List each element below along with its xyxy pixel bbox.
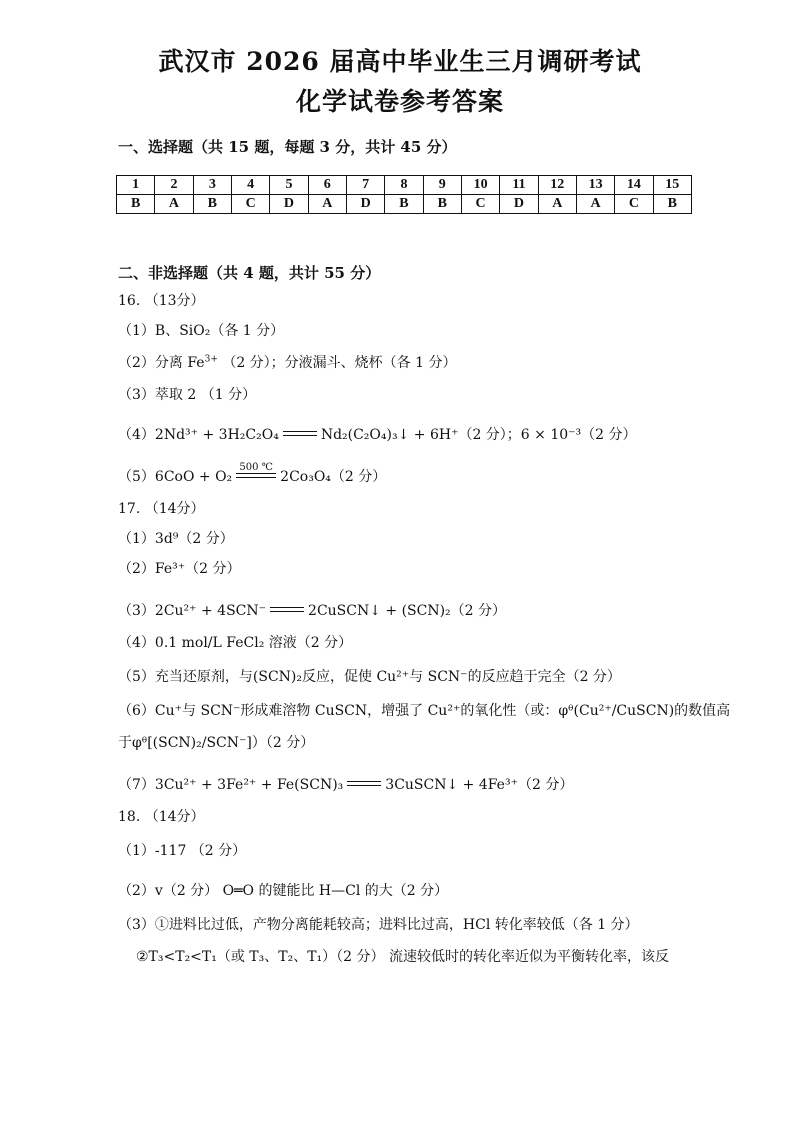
q16-a2-text: （2）分离 Fe [118,355,205,371]
q17-answer-7 [118,774,573,794]
answer-cell: B [653,195,691,214]
q16-answer-2 [118,352,457,372]
question-number-cell: 13 [576,176,614,195]
exam-subtitle: 化学试卷参考答案 [295,87,504,116]
answer-cell: B [117,195,155,214]
question-number-cell: 8 [385,176,423,195]
q17-heading: 17. （14分） [118,501,205,517]
answer-cell: C [461,195,499,214]
question-number-cell: 3 [193,176,231,195]
q16-a5-products: 2Co₃O₄（2 分） [280,469,387,485]
q16-heading: 16. （13分） [118,293,205,309]
q17-a7-products: 3CuSCN↓ + 4Fe³⁺（2 分） [385,777,574,793]
q16-a5-reactants: （5）6CoO + O₂ [118,469,233,485]
section-2-heading: 二、非选择题（共 4 题，共计 55 分） [118,264,381,282]
q16-answer-3: （3）萃取 2 （1 分） [118,387,257,403]
q18-answer-1: （1）-117 （2 分） [118,843,247,859]
exam-title: 武汉市 2026 届高中毕业生三月调研考试 [158,47,642,76]
question-number-cell: 6 [308,176,346,195]
answer-cell: D [346,195,384,214]
section-1-heading: 一、选择题（共 15 题，每题 3 分，共计 45 分） [118,138,457,156]
question-number-cell: 5 [270,176,308,195]
answer-cell: A [576,195,614,214]
q16-a2-tail: （2 分）；分液漏斗、烧杯（各 1 分） [217,355,457,371]
q16-answer-5 [118,462,387,486]
q17-a3-products: 2CuSCN↓ + (SCN)₂（2 分） [308,603,507,619]
answer-cell: B [385,195,423,214]
q17-answer-5: （5）充当还原剂，与(SCN)₂反应，促使 Cu²⁺与 SCN⁻的反应趋于完全（2 分） [118,669,621,685]
q17-answer-6-line-1: （6）Cu⁺与 SCN⁻形成难溶物 CuSCN，增强了 Cu²⁺的氧化性（或：φᶿ(Cu²⁺/CuSCN)的数值高 [118,703,731,719]
question-number-cell: 11 [500,176,538,195]
answer-table [116,175,692,214]
question-number-cell: 4 [231,176,269,195]
q16-answer-4 [118,424,637,444]
reaction-condition [236,462,276,481]
equals-sign-icon [236,473,276,478]
question-number-cell: 2 [155,176,193,195]
question-number-cell: 12 [538,176,576,195]
q18-heading: 18. （14分） [118,809,205,825]
q17-a3-reactants: （3）2Cu²⁺ + 4SCN⁻ [118,603,267,619]
q17-answer-6-line-2: 于φᶿ[(SCN)₂/SCN⁻]）（2 分） [118,735,315,751]
answer-row [117,195,692,214]
question-number-cell: 10 [461,176,499,195]
question-number-row [117,176,692,195]
q17-answer-4: （4）0.1 mol/L FeCl₂ 溶液（2 分） [118,635,353,651]
answer-cell: D [270,195,308,214]
question-number-cell: 9 [423,176,461,195]
q18-answer-2: （2）v（2 分） O═O 的键能比 H—Cl 的大（2 分） [118,883,449,899]
answer-cell: A [538,195,576,214]
reaction-condition-label: 500 ℃ [239,462,273,473]
answer-cell: C [231,195,269,214]
q18-answer-3-part-2: ②T₃<T₂<T₁（或 T₃、T₂、T₁）（2 分） 流速较低时的转化率近似为平衡转化率，该反 [136,949,669,965]
question-number-cell: 14 [615,176,653,195]
q16-a4-reactants: （4）2Nd³⁺ + 3H₂C₂O₄ [118,427,279,443]
q17-answer-2: （2）Fe³⁺（2 分） [118,561,241,577]
answer-cell: C [615,195,653,214]
answer-cell: D [500,195,538,214]
q17-answer-1: （1）3d⁹（2 分） [118,531,234,547]
equals-sign-icon [270,607,304,612]
q16-a2-superscript: 3+ [204,354,218,365]
q16-a4-products: Nd₂(C₂O₄)₃↓ + 6H⁺（2 分）；6 × 10⁻³（2 分） [320,427,637,443]
question-number-cell: 15 [653,176,691,195]
equals-sign-icon [347,781,381,786]
question-number-cell: 7 [346,176,384,195]
answer-cell: B [193,195,231,214]
answer-cell: A [308,195,346,214]
answer-cell: B [423,195,461,214]
q17-answer-3 [118,600,506,620]
question-number-cell: 1 [117,176,155,195]
q16-answer-1: （1）B、SiO₂（各 1 分） [118,323,285,339]
q18-answer-3-part-1: （3）①进料比过低，产物分离能耗较高；进料比过高，HCl 转化率较低（各 1 分） [118,917,639,933]
answer-cell: A [155,195,193,214]
q17-a7-reactants: （7）3Cu²⁺ + 3Fe²⁺ + Fe(SCN)₃ [118,777,344,793]
equals-sign-icon [283,431,317,436]
